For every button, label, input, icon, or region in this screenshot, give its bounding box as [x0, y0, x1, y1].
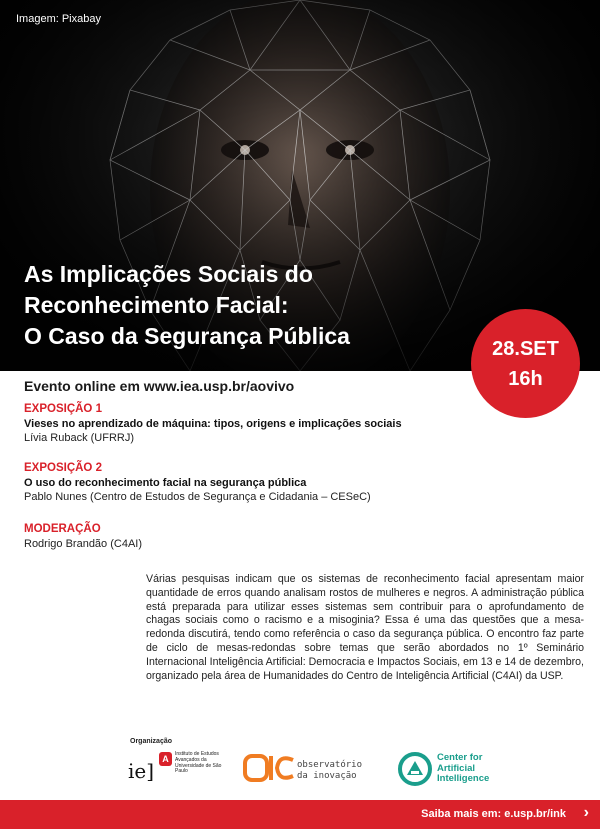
organization-label: Organização [130, 738, 173, 745]
oic-mark-icon [243, 752, 295, 788]
exposition-1 [24, 402, 402, 445]
online-event-link[interactable]: Evento online em www.iea.usp.br/aovivo [24, 378, 295, 394]
c4ai-line: Center for [437, 752, 483, 763]
iea-mark: ie] [128, 759, 155, 783]
footer-bar [0, 800, 600, 829]
c4ai-line: Intelligence [437, 773, 490, 784]
title-line: O Caso da Segurança Pública [24, 323, 350, 349]
title-line: Reconhecimento Facial: [24, 292, 289, 318]
iea-logo[interactable] [128, 751, 220, 789]
image-credit: Imagem: Pixabay [16, 13, 101, 25]
c4ai-line: Artificial [437, 762, 476, 774]
section-heading: EXPOSIÇÃO 2 [24, 462, 102, 474]
iea-seal-icon: A [159, 752, 172, 766]
iea-name: Instituto de Estudos Avançados da Universidade de São Paulo [175, 751, 222, 775]
oic-logo[interactable] [243, 752, 383, 788]
date-badge [471, 309, 580, 418]
title-line: As Implicações Sociais do [24, 261, 313, 287]
oic-line: observatório [297, 760, 363, 770]
section-topic: O uso do reconhecimento facial na segurança pública [24, 477, 307, 489]
c4ai-logo[interactable] [397, 751, 517, 789]
section-topic: Vieses no aprendizado de máquina: tipos, origens e implicações sociais [24, 418, 402, 430]
event-title [24, 259, 464, 352]
event-description: Várias pesquisas indicam que os sistemas de reconhecimento facial apresentam maior quantidade de erros quando analisam rostos de mulheres e negros. A administração pública está preparada para utilizar esses sistemas sem contribuir para o aprofundamento de chagas sociais como o racismo e a misoginia? Essa é uma das questões que a mesa-redonda discutirá, tendo como referência o caso da segurança pública. O encontro faz parte de ciclo de mesas-redondas sobre temas que serão abordados no 1º Seminário Internacional Inteligência Artificial: Democracia e Impactos Sociais, em 13 e 14 de dezembro, organizado pela área de Humanidades do Centro de Inteligência Artificial (C4AI) da USP. [146, 573, 584, 682]
more-info-link[interactable]: Saiba mais em: e.usp.br/ink [421, 808, 566, 820]
event-date: 28.SET [492, 337, 559, 360]
c4ai-name [437, 753, 489, 785]
oic-line: da inovação [297, 771, 357, 781]
section-speaker: Pablo Nunes (Centro de Estudos de Segurança e Cidadania – CESeC) [24, 491, 371, 503]
section-heading: MODERAÇÃO [24, 523, 101, 535]
moderation [24, 522, 142, 551]
chevron-right-icon[interactable]: › [583, 804, 589, 821]
oic-name [297, 760, 362, 782]
section-heading: EXPOSIÇÃO 1 [24, 403, 102, 415]
event-time: 16h [508, 367, 543, 390]
section-speaker: Rodrigo Brandão (C4AI) [24, 538, 143, 550]
section-speaker: Lívia Ruback (UFRRJ) [24, 432, 135, 444]
exposition-2 [24, 461, 371, 504]
c4ai-mark-icon [397, 751, 433, 787]
